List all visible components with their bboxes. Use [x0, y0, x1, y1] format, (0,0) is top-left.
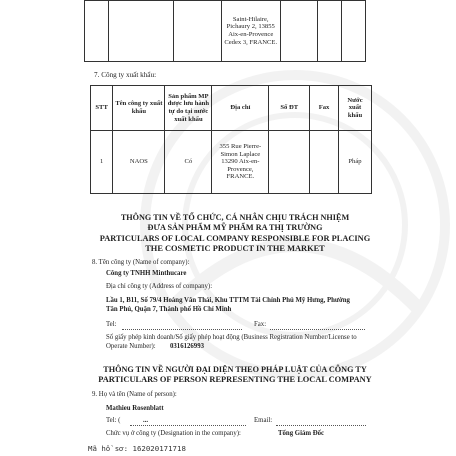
table-cell: 355 Rue Pierre-Simon Laplace 13290 Aix-en-Provence, FRANCE.	[212, 131, 269, 194]
section-7-label: 7. Công ty xuất khẩu:	[94, 71, 157, 79]
address-table	[84, 0, 366, 62]
col-header: Số ĐT	[269, 86, 310, 131]
company-address-line-1: Lầu 1, B11, Số 79/4 Hoàng Văn Thái, Khu TTTM Tài Chính Phú Mỹ Hưng, Phường	[106, 297, 350, 304]
rep-name-value: Mathieu Rosenblatt	[106, 405, 164, 412]
rep-email-label: Email:	[254, 417, 273, 424]
table-cell: Có	[165, 131, 212, 194]
company-address-label: Địa chỉ công ty (Address of company):	[106, 283, 213, 290]
heading-vi-2: ĐƯA SẢN PHẨM MỸ PHẨM RA THỊ TRƯỜNG	[147, 223, 323, 232]
rep-tel-value: ...	[143, 417, 149, 424]
table-row	[91, 131, 372, 194]
col-header: Địa chỉ	[212, 86, 269, 131]
col-header: Tên công ty xuất khẩu	[113, 86, 165, 131]
heading-rep-en: PARTICULARS OF PERSON REPRESENTING THE LOCAL COMPANY	[98, 375, 372, 384]
address-cell: Saint-Hilaire, Pichaury 2, 13855 Aix-en-Provence Cedex 3, FRANCE.	[221, 1, 280, 62]
company-name-value: Công ty TNHH Minthucare	[106, 270, 187, 277]
company-address-line-2: Tân Phú, Quận 7, Thành phố Hồ Chí Minh	[106, 306, 232, 313]
rep-position-value: Tổng Giám Đốc	[278, 430, 325, 437]
col-header: Sản phẩm MP được lưu hành tự do tại nước xuất khẩu	[165, 86, 212, 131]
table-cell	[269, 131, 310, 194]
col-header: Nước xuất khẩu	[338, 86, 371, 131]
heading-en-2: THE COSMETIC PRODUCT IN THE MARKET	[145, 244, 325, 253]
col-header: Fax	[310, 86, 339, 131]
registration-label-1: Số giấy phép kinh doanh/Số giấy phép hoạt động (Business Registration Number/License to	[106, 334, 357, 341]
table-cell: 1	[91, 131, 113, 194]
col-header: STT	[91, 86, 113, 131]
table-cell: NAOS	[113, 131, 165, 194]
rep-tel-label: Tel: (	[106, 417, 121, 424]
heading-rep-vi: THÔNG TIN VỀ NGƯỜI ĐẠI DIỆN THEO PHÁP LUẬT CỦA CÔNG TY	[103, 365, 367, 374]
heading-en-1: PARTICULARS OF LOCAL COMPANY RESPONSIBLE FOR PLACING	[99, 234, 371, 243]
table-cell: Pháp	[338, 131, 371, 194]
rep-name-label: 9. Họ và tên (Name of person):	[92, 391, 177, 398]
rep-position-label: Chức vụ ở công ty (Designation in the company):	[106, 430, 241, 437]
company-tel-label: Tel:	[106, 321, 117, 328]
table-cell	[310, 131, 339, 194]
registration-label-2: Operate Number):	[106, 343, 156, 350]
registration-value: 0316126993	[170, 343, 204, 350]
heading-vi-1: THÔNG TIN VỀ TỔ CHỨC, CÁ NHÂN CHỊU TRÁCH NHIỆM	[120, 213, 350, 222]
company-fax-label: Fax:	[254, 321, 267, 328]
company-name-label: 8. Tên công ty (Name of company):	[92, 259, 190, 266]
record-number: Mã hồ sơ: 162020171718	[88, 444, 186, 453]
exporter-table	[90, 85, 372, 194]
